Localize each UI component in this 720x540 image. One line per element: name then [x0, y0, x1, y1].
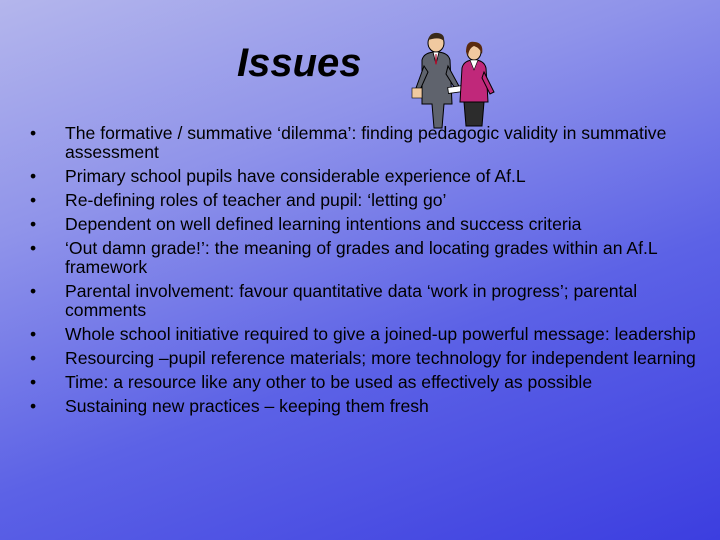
bullet-text: Primary school pupils have considerable experience of Af.L [65, 166, 526, 186]
bullet-marker: • [30, 123, 37, 143]
bullet-item [30, 124, 710, 162]
bullet-marker: • [30, 190, 37, 210]
bullet-text: The formative / summative ‘dilemma’: finding pedagogic validity in summative assessment [65, 123, 667, 162]
bullet-item [30, 397, 710, 416]
bullet-marker: • [30, 166, 37, 186]
bullet-text: Resourcing –pupil reference materials; more technology for independent learning [65, 348, 696, 368]
bullet-marker: • [30, 324, 37, 344]
bullet-item [30, 191, 710, 210]
bullet-marker: • [30, 348, 37, 368]
bullet-text: Time: a resource like any other to be used as effectively as possible [65, 372, 593, 392]
bullet-marker: • [30, 396, 37, 416]
bullet-marker: • [30, 238, 37, 258]
business-people-clipart [398, 30, 502, 130]
bullet-marker: • [30, 372, 37, 392]
bullet-item [30, 282, 710, 320]
bullet-text: ‘Out damn grade!’: the meaning of grades and locating grades within an Af.L framework [65, 238, 658, 277]
bullet-marker: • [30, 214, 37, 234]
slide-title: Issues [237, 41, 362, 85]
bullet-marker: • [30, 281, 37, 301]
bullet-text: Parental involvement: favour quantitative data ‘work in progress’; parental comments [65, 281, 638, 320]
bullet-list [30, 124, 710, 421]
bullet-text: Whole school initiative required to give a joined-up powerful message: leadership [65, 324, 696, 344]
bullet-item [30, 373, 710, 392]
bullet-text: Sustaining new practices – keeping them fresh [65, 396, 429, 416]
bullet-item [30, 215, 710, 234]
bullet-text: Dependent on well defined learning intentions and success criteria [65, 214, 582, 234]
bullet-text: Re-defining roles of teacher and pupil: ‘letting go’ [65, 190, 447, 210]
bullet-item [30, 239, 710, 277]
bullet-item [30, 349, 710, 368]
bullet-item [30, 167, 710, 186]
bullet-item [30, 325, 710, 344]
